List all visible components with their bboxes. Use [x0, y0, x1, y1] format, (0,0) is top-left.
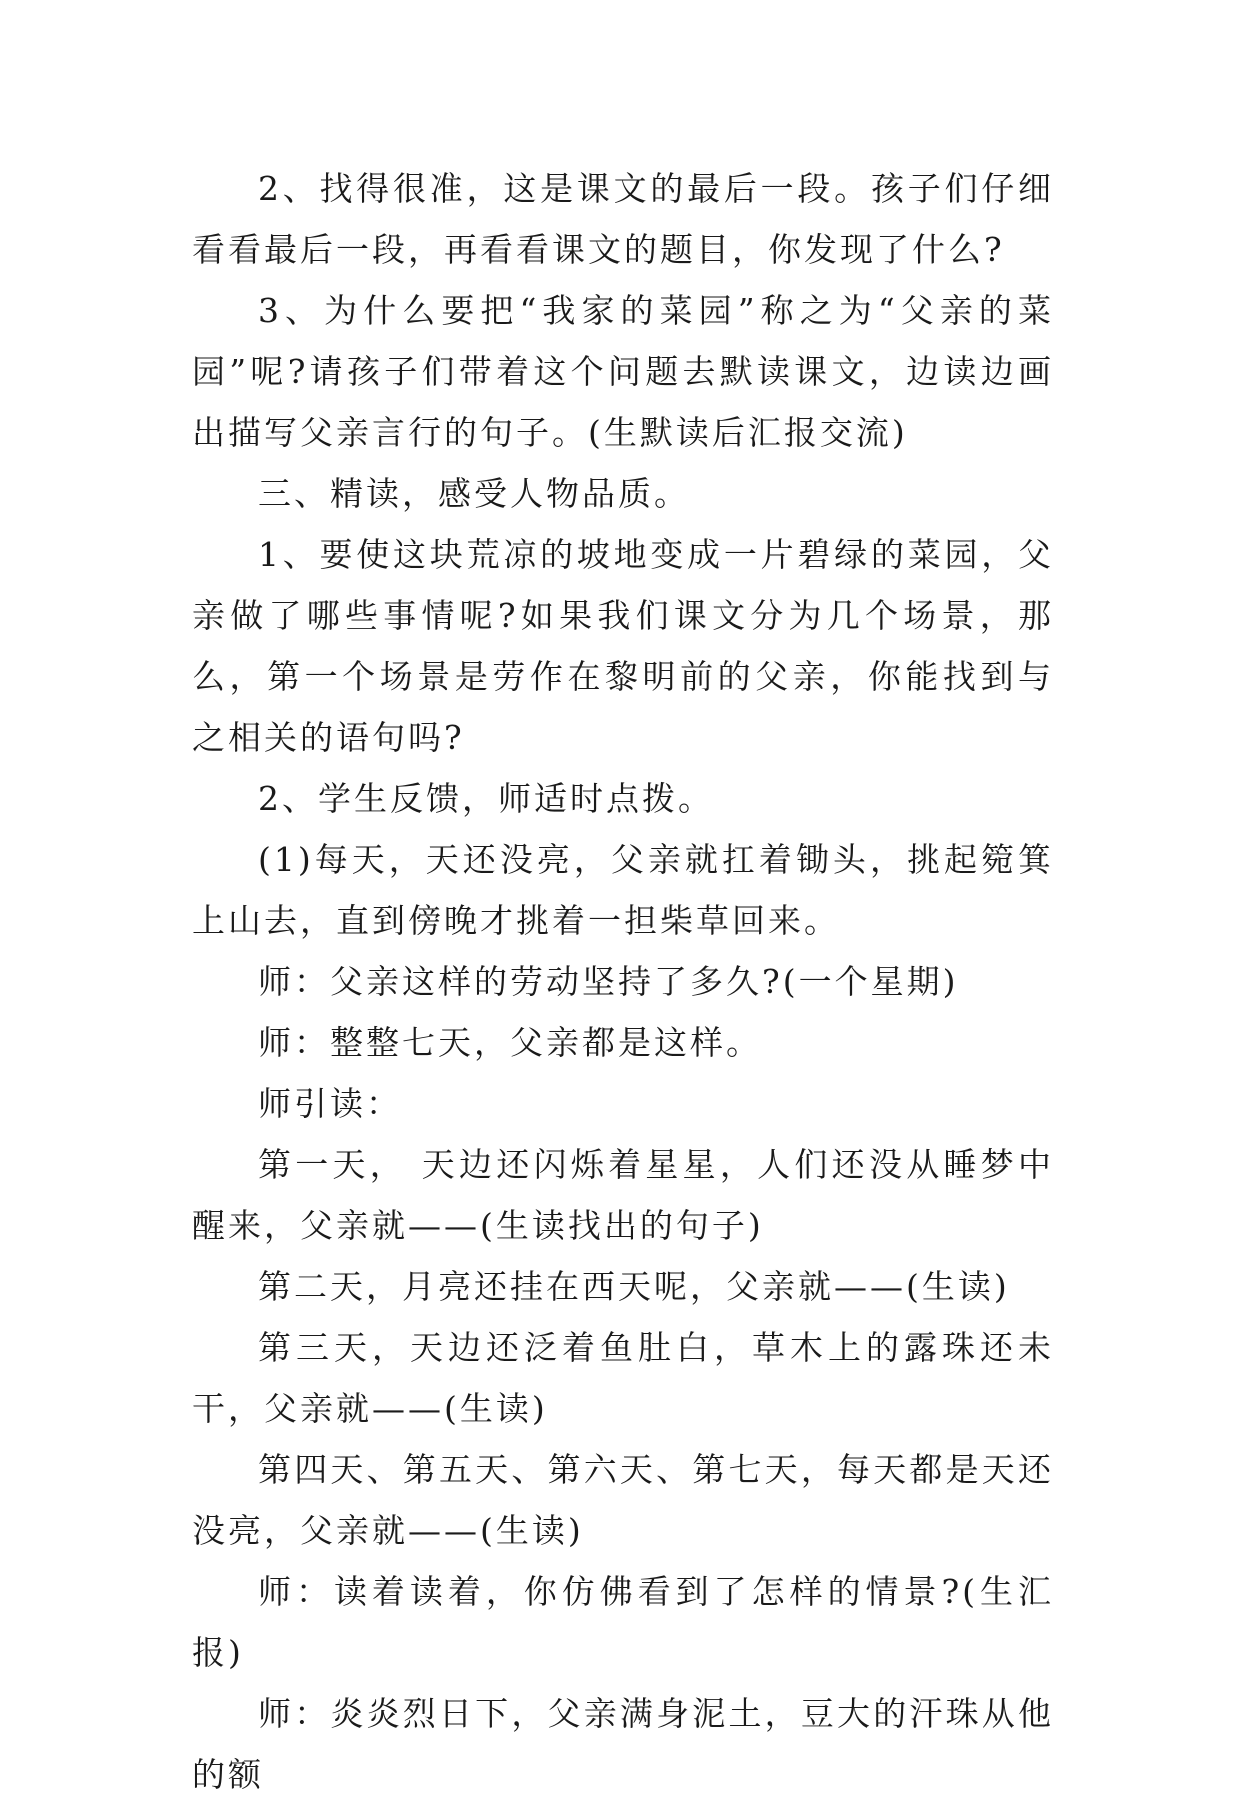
paragraph-12: 第四天、第五天、第六天、第七天，每天都是天还没亮，父亲就——(生读) [192, 1450, 1054, 1550]
paragraph-2: 3、为什么要把“我家的菜园”称之为“父亲的菜园”呢?请孩子们带着这个问题去默读课文，边读边画出描写父亲言行的句子。(生默读后汇报交流) [192, 291, 1054, 452]
paragraph-6: 师：父亲这样的劳动坚持了多久?(一个星期) [258, 962, 959, 1001]
paragraph-13: 师：读着读着，你仿佛看到了怎样的情景?(生汇报) [192, 1572, 1054, 1672]
paragraph-7: 师：整整七天，父亲都是这样。 [258, 1023, 762, 1062]
paragraph-11: 第三天，天边还泛着鱼肚白，草木上的露珠还未干，父亲就——(生读) [192, 1328, 1054, 1428]
paragraph-1: 2、找得很准，这是课文的最后一段。孩子们仔细看看最后一段，再看看课文的题目，你发现了什么? [192, 169, 1054, 269]
paragraph-14: 师：炎炎烈日下，父亲满身泥土，豆大的汗珠从他的额 [192, 1694, 1054, 1794]
paragraph-5: (1)每天，天还没亮，父亲就扛着锄头，挑起箢箕上山去，直到傍晚才挑着一担柴草回来。 [192, 840, 1054, 940]
paragraph-10: 第二天，月亮还挂在西天呢，父亲就——(生读) [258, 1267, 1010, 1306]
paragraph-8: 师引读： [258, 1084, 402, 1123]
paragraph-4: 2、学生反馈，师适时点拨。 [258, 779, 714, 818]
paragraph-3: 1、要使这块荒凉的坡地变成一片碧绿的菜园，父亲做了哪些事情呢?如果我们课文分为几个场景，那么，第一个场景是劳作在黎明前的父亲，你能找到与之相关的语句吗? [192, 535, 1054, 757]
section-heading: 三、精读，感受人物品质。 [258, 474, 690, 513]
document-body [192, 158, 1054, 1805]
paragraph-9: 第一天， 天边还闪烁着星星，人们还没从睡梦中醒来，父亲就——(生读找出的句子) [192, 1145, 1054, 1245]
